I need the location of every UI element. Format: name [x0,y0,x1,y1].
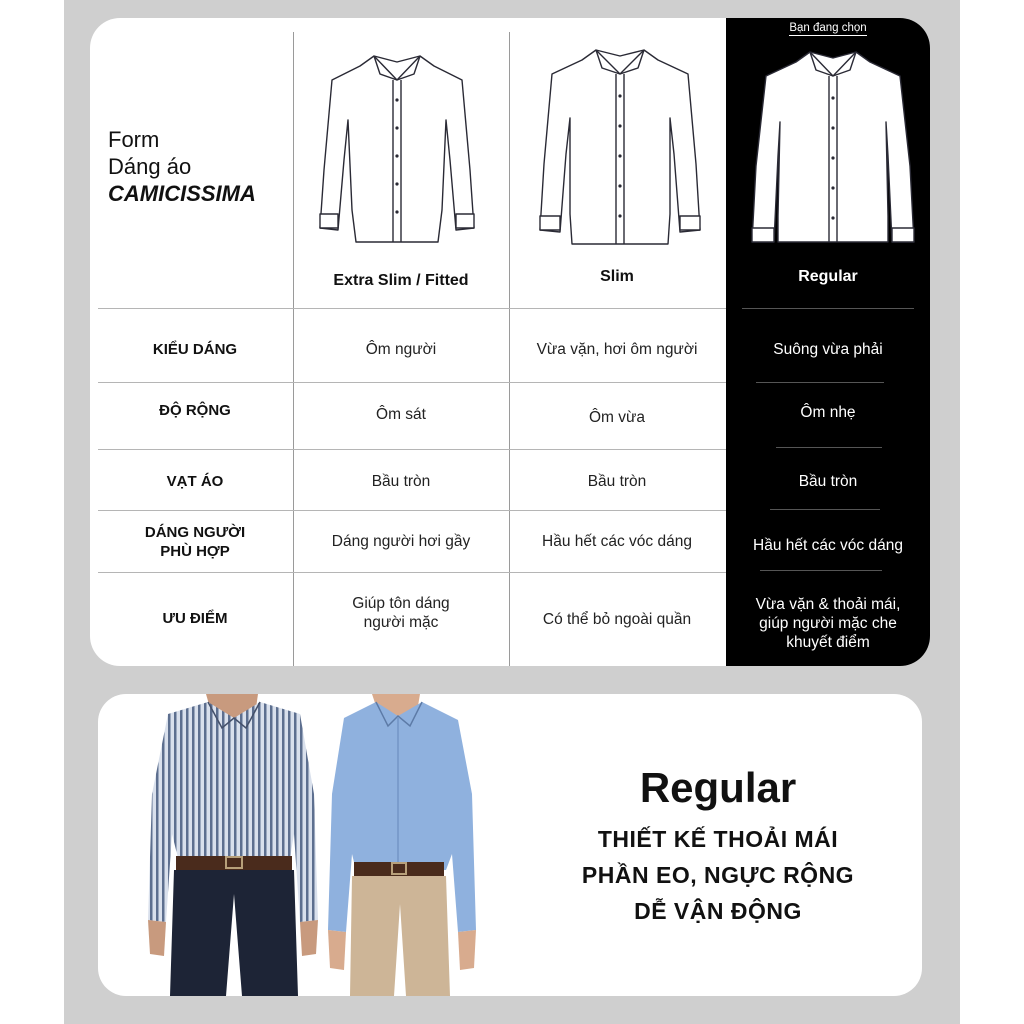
form-label: Form [108,127,160,152]
cell-value [294,594,508,632]
cell-value-selected: Suông vừa phải [773,341,883,358]
cell-value: Hầu hết các vóc dáng [542,533,692,550]
row-divider [98,572,726,573]
cell-value: Vừa vặn, hơi ôm người [536,341,698,358]
cell-line: người mặc [363,614,439,631]
cell-value: Ôm vừa [588,409,646,426]
cell-line: Vừa vặn & thoải mái, [755,596,901,613]
regular-shirt-icon [748,46,918,246]
striped-shirt-model-photo [138,694,328,996]
brand-name: CAMICISSIMA [108,181,256,206]
shirt-icon [534,44,706,250]
cell-value: Bầu tròn [587,473,647,490]
promo-line: THIẾT KẾ THOẢI MÁI [597,826,839,852]
row-label-vat-ao: VẠT ÁO [166,473,224,490]
column-header-extra-slim: Extra Slim / Fitted [333,272,469,289]
row-divider [756,382,884,383]
dang-ao-label: Dáng áo [108,154,192,179]
selected-badge: Bạn đang chọn [789,22,867,34]
row-label-do-rong: ĐỘ RỘNG [159,402,231,419]
form-title [108,126,256,207]
cell-value: Ôm người [365,341,437,358]
row-label-kieu-dang: KIỂU DÁNG [152,341,238,358]
row-label-uu-diem: ƯU ĐIỂM [162,610,228,627]
slim-shirt-icon [314,50,480,250]
row-divider [760,570,882,571]
column-header-regular: Regular [798,268,858,285]
cell-value-selected: Ôm nhẹ [800,404,856,421]
cell-line: giúp người mặc che [759,615,897,632]
cell-value-selected [726,595,930,652]
cell-line: khuyết điểm [786,634,870,651]
row-label-line: DÁNG NGƯỜI [144,524,246,541]
cell-value: Dáng người hơi gầy [331,533,471,550]
row-divider [98,449,726,450]
cell-value: Có thể bỏ ngoài quần [542,611,692,628]
row-divider [742,308,914,309]
row-divider [98,510,726,511]
row-label-line: PHÙ HỢP [160,543,230,560]
cell-value-selected: Hầu hết các vóc dáng [753,537,903,554]
row-divider [770,509,880,510]
cell-value: Ôm sát [376,406,426,423]
promo-line: PHẦN EO, NGỰC RỘNG [581,862,855,888]
promo-title: Regular [639,764,797,811]
column-header-slim: Slim [600,268,634,285]
row-divider [98,382,726,383]
row-divider [98,308,726,309]
blue-shirt-model-photo [322,694,492,996]
cell-line: Giúp tôn dáng [352,595,450,612]
regular-promo-card [98,694,922,996]
cell-value: Bầu tròn [371,473,431,490]
cell-value-selected: Bầu tròn [798,473,858,490]
row-label-dang-nguoi [98,523,292,561]
promo-line: DỄ VẬN ĐỘNG [634,898,802,924]
row-divider [776,447,882,448]
size-comparison-table [90,18,930,666]
